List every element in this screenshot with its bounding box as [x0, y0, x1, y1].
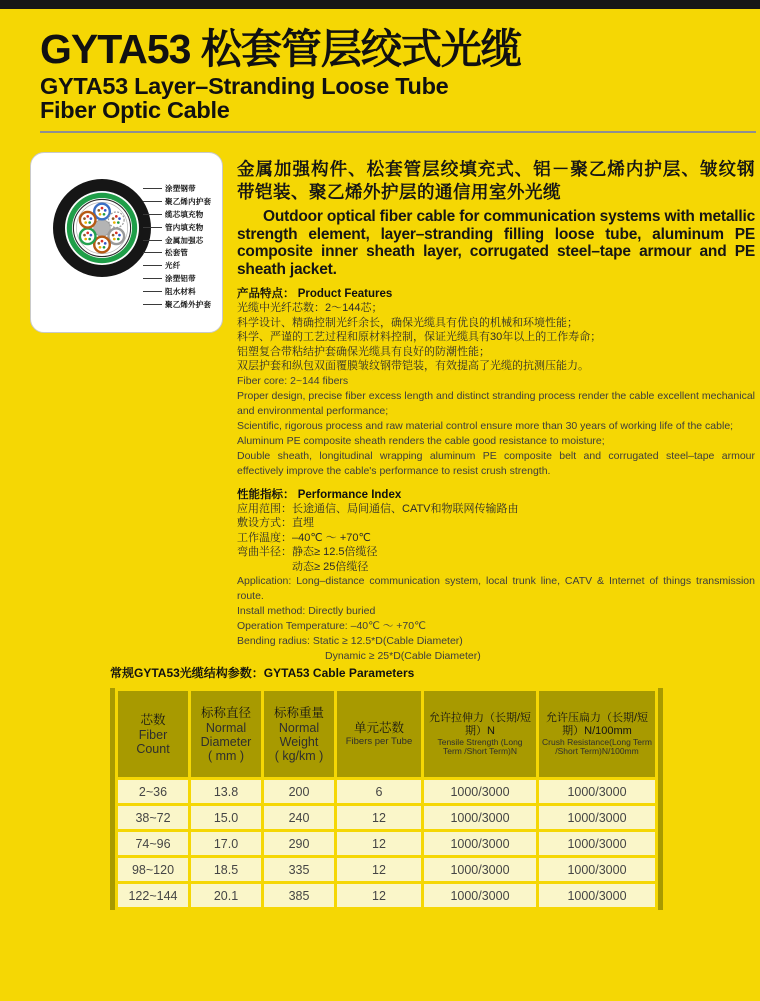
loose-tube-white [109, 212, 125, 228]
description-zh: 金属加强构件、松套管层绞填充式、铝－聚乙烯内护层、皱纹钢带铠装、聚乙烯外护层的通信用室外光缆 [237, 159, 755, 202]
label-row [143, 259, 211, 272]
feature-line-en: Double sheath, longitudinal wrapping aluminum PE composite belt and corrugated steel–tape armour effectively improve the cable's performance to resist crush strength. [237, 449, 755, 477]
col-header-normal-weight: 标称重量 Normal Weight ( kg/km ) [264, 691, 334, 777]
loose-tube-orange-left [80, 212, 96, 228]
label-row [143, 285, 211, 298]
cable-image-card [30, 152, 223, 333]
leader-line [143, 304, 162, 305]
layer-label: 涂塑铝带 [165, 274, 196, 284]
perf-line-en: Install method: Directly buried [237, 605, 376, 617]
feature-line-zh: 光缆中光纤芯数：2～144芯； [237, 302, 383, 314]
table-row: 38~72 15.0 240 12 1000/3000 1000/3000 [118, 806, 655, 829]
features-heading [237, 287, 755, 301]
perf-line-zh: 应用范围：长途通信、局间通信、CATV和物联网传输路由 [237, 502, 519, 515]
perf-line-en: Bending radius: Static ≥ 12.5*D(Cable Diameter) [237, 635, 463, 647]
feature-line-en: Proper design, precise fiber excess length and distinct stranding process render the cable excellent mechanical and environmental performance; [237, 389, 755, 417]
layer-label: 聚乙烯内护套 [165, 196, 212, 206]
performance-zh-list [237, 502, 755, 575]
label-row [143, 298, 211, 311]
feature-line-zh: 铝塑复合带粘结护套确保光缆具有良好的防潮性能； [237, 345, 490, 358]
col-header-tensile-strength: 允许拉伸力（长期/短期）N Tensile Strength (Long Term /Short Term)N [424, 691, 536, 777]
label-row [143, 246, 211, 259]
leader-line [143, 188, 162, 189]
loose-tube-green [80, 228, 96, 244]
label-row [143, 221, 211, 234]
table-row: 74~96 17.0 290 12 1000/3000 1000/3000 [118, 832, 655, 855]
features-heading-en: Product Features [297, 288, 393, 300]
features-en-list [237, 374, 755, 479]
leader-line [143, 265, 162, 266]
performance-heading-zh: 性能指标： [237, 488, 295, 501]
header [40, 24, 756, 133]
perf-line-en: Dynamic ≥ 25*D(Cable Diameter) [325, 650, 481, 662]
parameters-title [110, 666, 666, 681]
col-header-fiber-count: 芯数 Fiber Count [118, 691, 188, 777]
feature-line-en: Fiber core: 2~144 fibers [237, 374, 349, 387]
layer-label: 聚乙烯外护套 [165, 299, 212, 309]
page-subtitle-line1: GYTA53 Layer–Stranding Loose Tube [40, 73, 449, 99]
perf-line-en: Application: Long–distance communication system, local trunk line, CATV & Internet of things transmission route. [237, 575, 755, 602]
perf-line-zh: 弯曲半径：静态≥ 12.5倍缆径 [237, 546, 378, 558]
leader-line [143, 214, 162, 215]
parameters-title-zh: 常规GYTA53光缆结构参数： [110, 666, 264, 680]
layer-label: 光纤 [165, 261, 181, 271]
parameters-title-en: GYTA53 Cable Parameters [263, 666, 415, 680]
page-title: GYTA53 松套管层绞式光缆 [40, 26, 521, 72]
col-header-crush-resistance: 允许压扁力（长期/短期）N/100mm Crush Resistance(Long Term /Short Term)N/100mm [539, 691, 655, 777]
table-row: 122~144 20.1 385 12 1000/3000 1000/3000 [118, 884, 655, 907]
page-subtitle-line2: Fiber Optic Cable [40, 97, 230, 123]
loose-tube-orange-bottom [94, 237, 110, 253]
perf-line-zh: 工作温度：–40℃ ～ +70℃ [237, 531, 371, 544]
parameters-table-frame [110, 688, 663, 910]
col-header-fibers-per-tube: 单元芯数 Fibers per Tube [337, 691, 421, 777]
table-row: 2~36 13.8 200 6 1000/3000 1000/3000 [118, 780, 655, 803]
leader-line [143, 291, 162, 292]
leader-line [143, 252, 162, 253]
parameters-section [110, 666, 666, 915]
perf-line-zh: 动态≥ 25倍缆径 [292, 560, 369, 573]
main-content [237, 158, 755, 664]
features-heading-zh: 产品特点： [237, 288, 295, 300]
label-row [143, 234, 211, 247]
layer-label: 阻水材料 [165, 287, 196, 297]
title-divider [40, 131, 756, 133]
perf-line-en: Operation Temperature: –40℃ ～ +70℃ [237, 620, 426, 632]
label-row [143, 182, 211, 195]
perf-line-zh: 敷设方式：直埋 [237, 517, 314, 529]
feature-line-zh: 科学设计、精确控制光纤余长，确保光缆具有优良的机械和环境性能； [237, 316, 578, 329]
feature-line-en: Scientific, rigorous process and raw material control ensure more than 30 years of working life of the cable; [237, 419, 734, 432]
layer-label: 金属加强芯 [165, 235, 204, 245]
table-header-row [118, 691, 655, 777]
label-row [143, 208, 211, 221]
cable-layer-labels [143, 182, 211, 311]
description-en: Outdoor optical fiber cable for communication systems with metallic strength element, layer–stranding filling loose tube, aluminum PE composite inner sheath layer, corrugated steel–tape armour and PE sheath jacket. [237, 208, 755, 278]
feature-line-en: Aluminum PE composite sheath renders the cable good resistance to moisture; [237, 434, 605, 447]
col-header-normal-diameter: 标称直径 Normal Diameter ( mm ) [191, 691, 261, 777]
loose-tube-gray [109, 228, 125, 244]
loose-tube-blue [94, 204, 110, 220]
parameters-table [115, 688, 658, 910]
top-border-bar [0, 0, 760, 9]
table-row: 98~120 18.5 335 12 1000/3000 1000/3000 [118, 858, 655, 881]
leader-line [143, 201, 162, 202]
label-row [143, 272, 211, 285]
features-zh-list [237, 301, 755, 374]
performance-en-list [237, 574, 755, 664]
layer-label: 管内填充物 [165, 222, 204, 232]
performance-heading [237, 488, 755, 502]
performance-heading-en: Performance Index [297, 488, 402, 501]
leader-line [143, 227, 162, 228]
layer-label: 涂塑钢带 [165, 183, 196, 193]
layer-label: 缆芯填充物 [165, 209, 204, 219]
feature-line-zh: 科学、严谨的工艺过程和原材料控制，保证光缆具有30年以上的工作寿命； [237, 331, 602, 343]
leader-line [143, 240, 162, 241]
label-row [143, 195, 211, 208]
feature-line-zh: 双层护套和纵包双面覆膜皱纹钢带铠装，有效提高了光缆的抗测压能力。 [237, 360, 589, 372]
leader-line [143, 278, 162, 279]
layer-label: 松套管 [165, 248, 189, 258]
